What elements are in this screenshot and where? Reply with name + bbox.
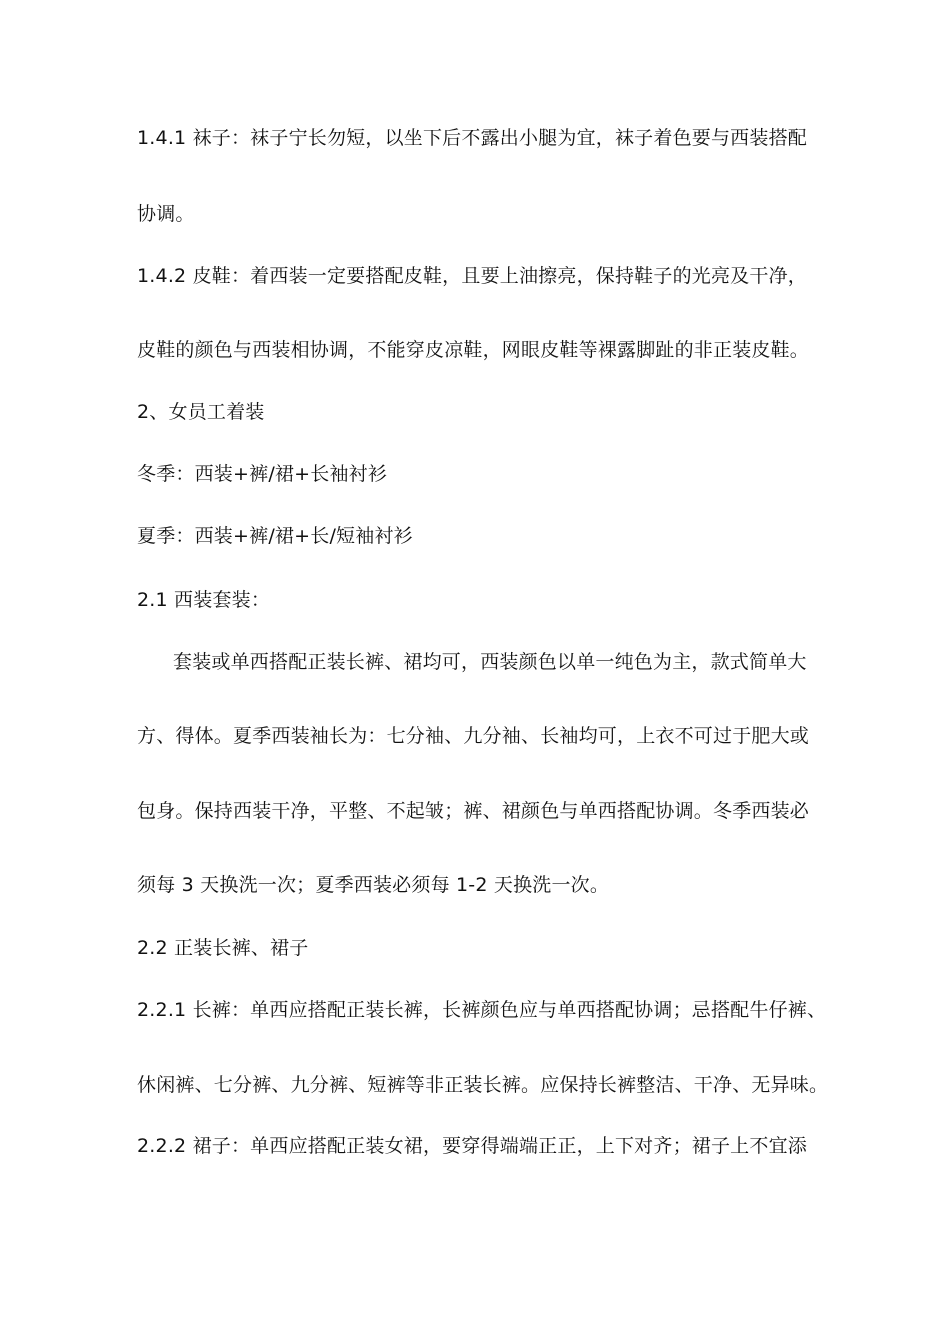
text-line: 包身。保持西装干净，平整、不起皱；裤、裙颜色与单西搭配协调。冬季西装必	[137, 800, 810, 822]
text-line: 2.2.1 长裤：单西应搭配正装长裤，长裤颜色应与单西搭配协调；忌搭配牛仔裤、	[137, 999, 827, 1021]
text-line: 套装或单西搭配正装长裤、裙均可，西装颜色以单一纯色为主，款式简单大	[173, 651, 807, 673]
text-line: 休闲裤、七分裤、九分裤、短裤等非正装长裤。应保持长裤整洁、干净、无异味。	[137, 1074, 829, 1096]
text-line: 方、得体。夏季西装袖长为：七分袖、九分袖、长袖均可，上衣不可过于肥大或	[137, 725, 810, 747]
subsection-heading: 2.1 西装套装：	[137, 589, 271, 611]
text-line: 夏季：西装+裤/裙+长/短袖衬衫	[137, 525, 413, 547]
text-line: 2.2.2 裙子：单西应搭配正装女裙，要穿得端端正正，上下对齐；裙子上不宜添	[137, 1135, 807, 1157]
text-line: 1.4.1 袜子：袜子宁长勿短，以坐下后不露出小腿为宜，袜子着色要与西装搭配	[137, 127, 807, 149]
text-line: 协调。	[137, 203, 195, 225]
text-line: 冬季：西装+裤/裙+长袖衬衫	[137, 463, 388, 485]
text-line: 须每 3 天换洗一次；夏季西装必须每 1-2 天换洗一次。	[137, 874, 610, 896]
text-line: 皮鞋的颜色与西装相协调，不能穿皮凉鞋，网眼皮鞋等裸露脚趾的非正装皮鞋。	[137, 339, 810, 361]
section-heading: 2、女员工着装	[137, 401, 265, 423]
text-line: 1.4.2 皮鞋：着西装一定要搭配皮鞋，且要上油擦亮，保持鞋子的光亮及干净，	[137, 265, 807, 287]
subsection-heading: 2.2 正装长裤、裙子	[137, 937, 309, 959]
